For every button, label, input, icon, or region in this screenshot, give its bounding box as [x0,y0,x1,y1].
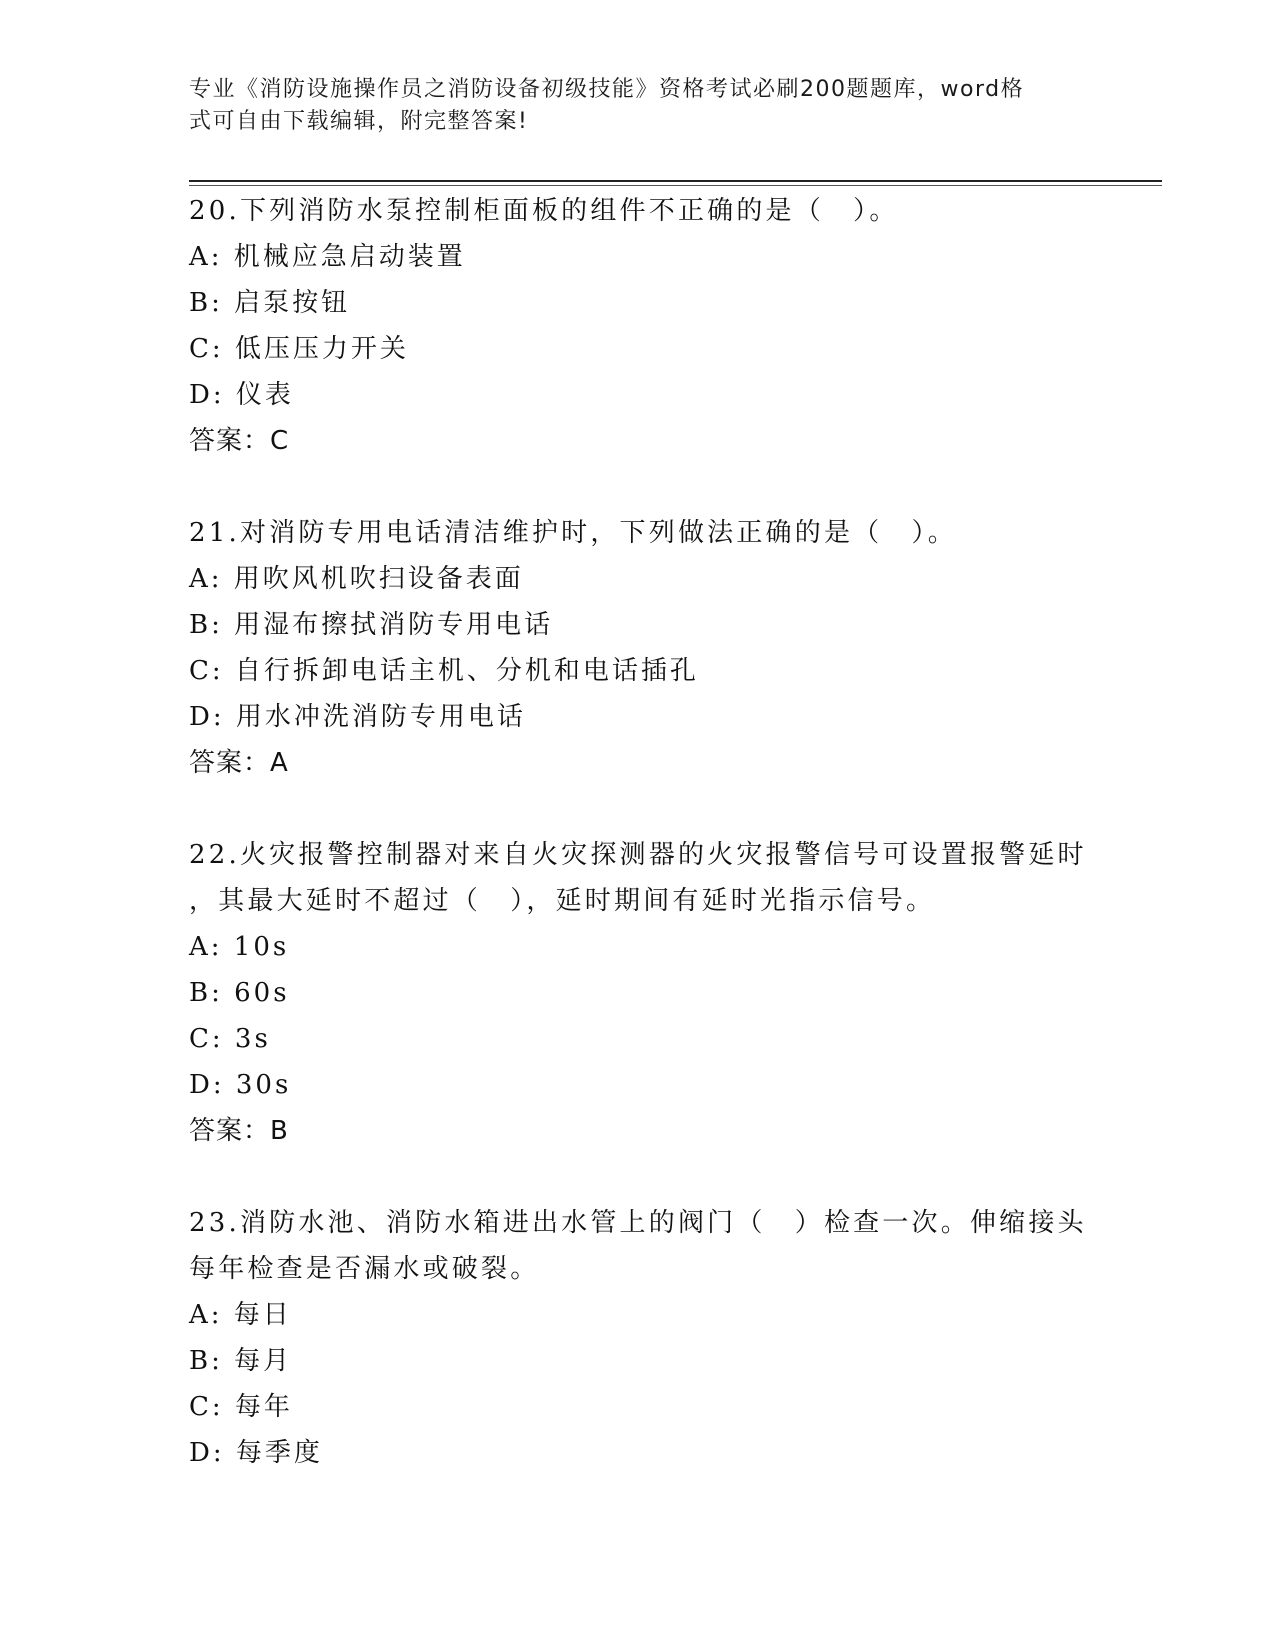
question-20 [189,188,1089,464]
option-b: B: 用湿布擦拭消防专用电话 [189,610,554,640]
header-line-2: 式可自由下载编辑，附完整答案! [189,109,529,134]
option-b: B: 启泵按钮 [189,288,351,318]
answer-line: 答案：C [189,426,290,456]
option-b: B: 每月 [189,1346,293,1376]
option-a: A: 用吹风机吹扫设备表面 [189,564,524,594]
question-stem-line-1: 23.消防水池、消防水箱进出水管上的阀门（ ）检查一次。伸缩接头 [189,1208,1087,1238]
question-spacer [189,464,1089,510]
option-a: A: 10s [189,932,290,962]
question-stem-line-2: 每年检查是否漏水或破裂。 [189,1254,540,1284]
option-d: D: 每季度 [189,1438,323,1468]
option-a: A: 每日 [189,1300,292,1330]
question-21 [189,510,1089,786]
document-header [189,74,1089,138]
option-c: C: 每年 [189,1392,293,1422]
question-22 [189,832,1089,1154]
option-d: D: 仪表 [189,380,294,410]
question-spacer [189,1154,1089,1200]
header-line-1: 专业《消防设施操作员之消防设备初级技能》资格考试必刷200题题库，word格 [189,77,1025,102]
header-divider-thin [189,185,1162,186]
question-spacer [189,786,1089,832]
option-c: C: 低压压力开关 [189,334,409,364]
question-23 [189,1200,1089,1476]
question-stem: 21.对消防专用电话清洁维护时，下列做法正确的是（ ）。 [189,518,957,548]
answer-line: 答案：A [189,748,289,778]
question-stem-line-1: 22.火灾报警控制器对来自火灾探测器的火灾报警信号可设置报警延时 [189,840,1087,870]
option-d: D: 用水冲洗消防专用电话 [189,702,526,732]
question-list [189,188,1089,1476]
option-c: C: 自行拆卸电话主机、分机和电话插孔 [189,656,699,686]
header-divider-thick [189,180,1162,182]
option-d: D: 30s [189,1070,292,1100]
option-c: C: 3s [189,1024,271,1054]
question-stem-line-2: ，其最大延时不超过（ ），延时期间有延时光指示信号。 [189,886,936,916]
option-b: B: 60s [189,978,290,1008]
option-a: A: 机械应急启动装置 [189,242,466,272]
question-stem: 20.下列消防水泵控制柜面板的组件不正确的是（ ）。 [189,196,899,226]
answer-line: 答案：B [189,1116,289,1146]
